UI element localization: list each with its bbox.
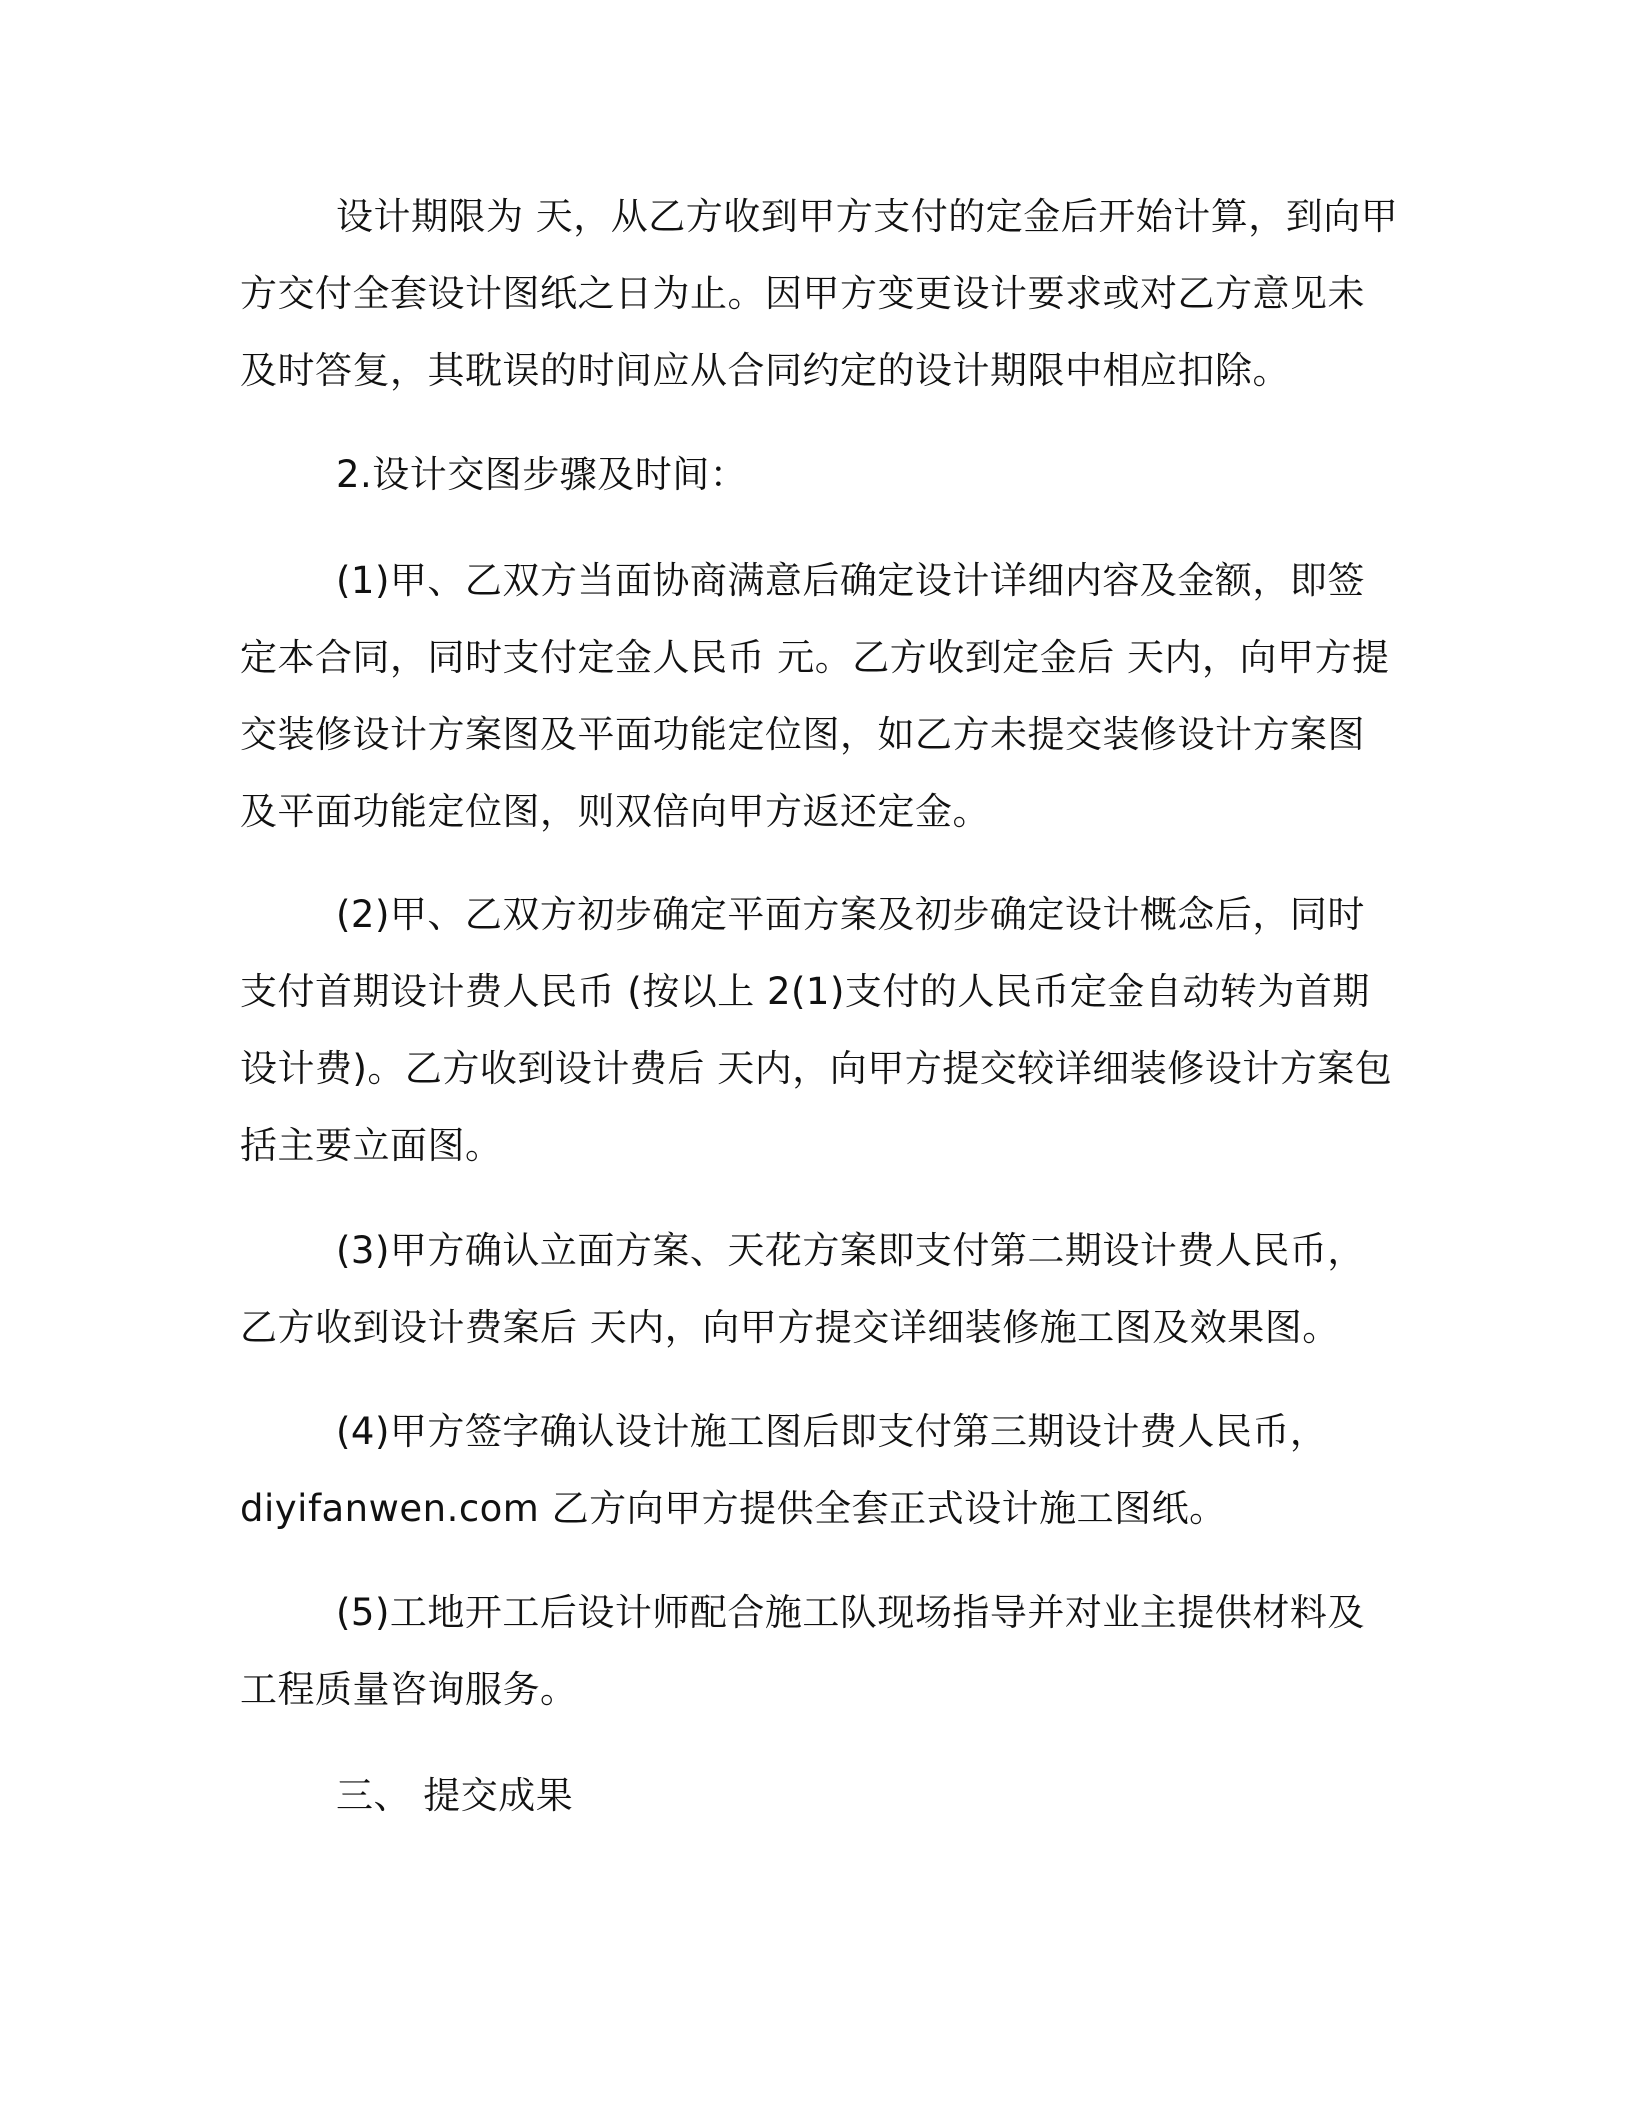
section-heading-deliverables: 三、 提交成果 xyxy=(336,1774,574,1817)
paragraph-step-2: (2)甲、乙双方初步确定平面方案及初步确定设计概念后，同时支付首期设计费人民币 (按以上 2(1)支付的人民币定金自动转为首期设计费)。乙方收到设计费后 天内，向甲方提交较详细装修设计方案包括主要立面图。 xyxy=(240,893,1393,1167)
section-heading-drawing-steps: 2.设计交图步骤及时间： xyxy=(336,453,748,496)
paragraph-step-5: (5)工地开工后设计师配合施工队现场指导并对业主提供材料及工程质量咨询服务。 xyxy=(240,1591,1365,1711)
paragraph-step-4: (4)甲方签字确认设计施工图后即支付第三期设计费人民币，diyifanwen.com 乙方向甲方提供全套正式设计施工图纸。 xyxy=(240,1410,1328,1530)
paragraph-step-3: (3)甲方确认立面方案、天花方案即支付第二期设计费人民币，乙方收到设计费案后 天内，向甲方提交详细装修施工图及效果图。 xyxy=(240,1229,1365,1349)
paragraph-step-1: (1)甲、乙双方当面协商满意后确定设计详细内容及金额，即签定本合同，同时支付定金人民币 元。乙方收到定金后 天内，向甲方提交装修设计方案图及平面功能定位图，如乙方未提交装修设计方案图及平面功能定位图，则双倍向甲方返还定金。 xyxy=(240,559,1390,833)
paragraph-design-period: 设计期限为 天，从乙方收到甲方支付的定金后开始计算，到向甲方交付全套设计图纸之日为止。因甲方变更设计要求或对乙方意见未及时答复，其耽误的时间应从合同约定的设计期限中相应扣除。 xyxy=(240,195,1399,392)
